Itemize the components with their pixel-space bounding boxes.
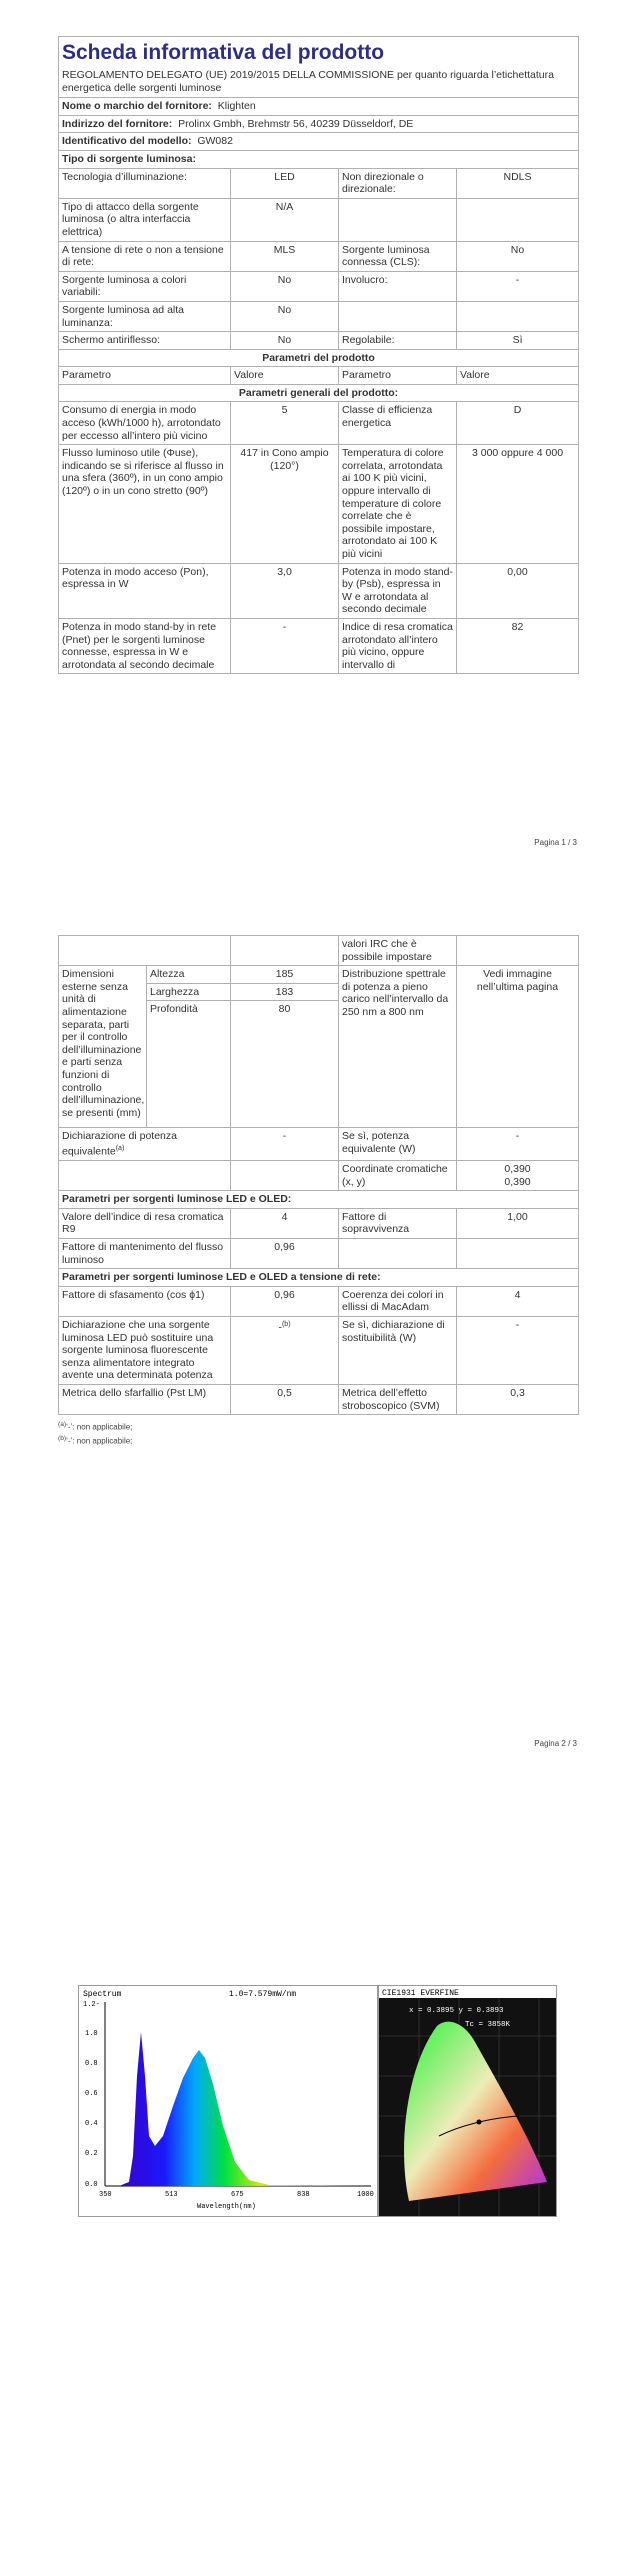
colour-value: No bbox=[231, 271, 339, 301]
directional-value: NDLS bbox=[457, 168, 579, 198]
model-row bbox=[59, 133, 579, 151]
mains-value: MLS bbox=[231, 241, 339, 271]
chromaticity-x: 0,390 bbox=[504, 1163, 531, 1176]
equivalent-watt-value: - bbox=[457, 1128, 579, 1161]
source-type-label: Tipo di sorgente luminosa: bbox=[59, 150, 579, 168]
supplier-name-label: Nome o marchio del fornitore: bbox=[62, 100, 212, 113]
supplier-address-label: Indirizzo del fornitore: bbox=[62, 117, 173, 130]
flicker-value: 0,5 bbox=[231, 1384, 339, 1414]
survival-label: Fattore di sopravvivenza bbox=[339, 1208, 457, 1238]
cri-label: Indice di resa cromatica arrotondato all’intero più vicino, oppure intervallo di bbox=[339, 618, 457, 673]
page-number: Pagina 2 / 3 bbox=[534, 1739, 577, 1748]
glare-label: Schermo antiriflesso: bbox=[59, 332, 231, 350]
supplier-name-value: Klighten bbox=[217, 100, 256, 113]
page-number: Pagina 1 / 3 bbox=[534, 838, 577, 847]
model-label: Identificativo del modello: bbox=[62, 135, 192, 148]
y-tick: 1.0 bbox=[85, 2030, 98, 2038]
equivalent-power-value: - bbox=[231, 1128, 339, 1161]
x-tick: 513 bbox=[165, 2191, 178, 2199]
cie-point-marker bbox=[477, 2120, 482, 2125]
cie-xy: x = 0.3895 y = 0.3893 bbox=[409, 2007, 504, 2015]
empty-cell bbox=[457, 198, 579, 241]
chromaticity-value bbox=[457, 1161, 579, 1191]
cap-label: Tipo di attacco della sorgente luminosa (o altra interfaccia elettrica) bbox=[59, 198, 231, 241]
supplier-name-row bbox=[59, 98, 579, 116]
on-power-value: 3,0 bbox=[231, 563, 339, 618]
empty-cell bbox=[231, 1161, 339, 1191]
cls-value: No bbox=[457, 241, 579, 271]
directional-label: Non direzionale o direzionale: bbox=[339, 168, 457, 198]
empty-cell bbox=[457, 936, 579, 966]
y-tick: 0.4 bbox=[85, 2120, 98, 2128]
network-standby-value: - bbox=[231, 618, 339, 673]
product-params-table-continued bbox=[58, 935, 579, 1415]
tech-value: LED bbox=[231, 168, 339, 198]
x-tick: 350 bbox=[99, 2191, 112, 2199]
empty-cell bbox=[59, 1161, 231, 1191]
replacement-value: - bbox=[278, 1321, 282, 1334]
cct-label: Temperatura di colore correlata, arrotondata ai 100 K più vicini, oppure intervallo di temperature di colore correlate che è possibile impostare, arrotondato ai 100 K più vicini bbox=[339, 445, 457, 563]
col-value-header: Valore bbox=[231, 367, 339, 385]
page-3 bbox=[0, 1985, 635, 2285]
footnote-a bbox=[58, 1419, 578, 1433]
chromaticity-y: 0,390 bbox=[504, 1175, 531, 1188]
power-factor-label: Fattore di sfasamento (cos ϕ1) bbox=[59, 1286, 231, 1316]
height-value: 185 bbox=[231, 966, 339, 984]
cie-horseshoe bbox=[404, 2022, 547, 2201]
macadam-value: 4 bbox=[457, 1286, 579, 1316]
cls-label: Sorgente luminosa connessa (CLS): bbox=[339, 241, 457, 271]
empty-cell bbox=[339, 301, 457, 331]
page-title: Scheda informativa del prodotto bbox=[62, 41, 385, 64]
class-label: Classe di efficienza energetica bbox=[339, 402, 457, 445]
lumen-maintenance-label: Fattore di mantenimento del flusso luminoso bbox=[59, 1239, 231, 1269]
product-sheet-page-2 bbox=[58, 935, 578, 1446]
cie-title: CIE1931 EVERFINE bbox=[382, 1989, 459, 1998]
replacement-watt-value: - bbox=[457, 1317, 579, 1385]
equivalent-power-label-cell bbox=[59, 1128, 231, 1161]
regulation-text: REGOLAMENTO DELEGATO (UE) 2019/2015 DELLA COMMISSIONE per quanto riguarda l’etichettatura energetica delle sorgenti luminose bbox=[62, 69, 554, 94]
depth-value: 80 bbox=[231, 1001, 339, 1128]
footnote-b-mark: (b) bbox=[58, 1434, 67, 1442]
supplier-address-row bbox=[59, 115, 579, 133]
footnote-a-text: ‘-’: non applicabile; bbox=[66, 1422, 133, 1432]
dimmable-value: Sì bbox=[457, 332, 579, 350]
y-tick: 0.2 bbox=[85, 2150, 98, 2158]
spectrum-chart-svg bbox=[79, 1986, 377, 2216]
cie-chart-svg bbox=[379, 1986, 556, 2216]
product-info-table bbox=[58, 36, 579, 674]
empty-cell bbox=[231, 936, 339, 966]
tech-label: Tecnologia d’illuminazione: bbox=[59, 168, 231, 198]
empty-cell bbox=[457, 301, 579, 331]
page-1 bbox=[0, 0, 635, 870]
stroboscopic-value: 0,3 bbox=[457, 1384, 579, 1414]
envelope-value: - bbox=[457, 271, 579, 301]
spectrum-curve bbox=[119, 2032, 371, 2186]
dimensions-label: Dimensioni esterne senza unità di alimentazione separata, parti per il controllo dell’illuminazione e parti senza funzioni di controllo dell’illuminazione, se presenti (mm) bbox=[59, 966, 147, 1128]
energy-value: 5 bbox=[231, 402, 339, 445]
width-value: 183 bbox=[231, 983, 339, 1001]
standby-power-label: Potenza in modo stand-by (Psb), espressa in W e arrotondata al secondo decimale bbox=[339, 563, 457, 618]
chromaticity-label: Coordinate cromatiche (x, y) bbox=[339, 1161, 457, 1191]
equivalent-watt-label: Se sì, potenza equivalente (W) bbox=[339, 1128, 457, 1161]
spectrum-header: 1.0=7.579mW/nm bbox=[229, 1990, 297, 1999]
power-factor-value: 0,96 bbox=[231, 1286, 339, 1316]
product-params-header: Parametri del prodotto bbox=[59, 349, 579, 367]
footnote-b-marker: (b) bbox=[281, 1321, 291, 1328]
r9-label: Valore dell’indice di resa cromatica R9 bbox=[59, 1208, 231, 1238]
glare-value: No bbox=[231, 332, 339, 350]
width-label: Larghezza bbox=[147, 983, 231, 1001]
high-luminance-value: No bbox=[231, 301, 339, 331]
product-sheet-page-1 bbox=[58, 36, 578, 674]
flicker-label: Metrica dello sfarfallio (Pst LM) bbox=[59, 1384, 231, 1414]
cie-image bbox=[378, 1985, 557, 2217]
r9-value: 4 bbox=[231, 1208, 339, 1238]
col-value-header: Valore bbox=[457, 367, 579, 385]
spectral-label: Distribuzione spettrale di potenza a pieno carico nell’intervallo da 250 nm a 800 nm bbox=[339, 966, 457, 1128]
cri-label-continued: valori IRC che è possibile impostare bbox=[339, 936, 457, 966]
replacement-label: Dichiarazione che una sorgente luminosa LED può sostituire una sorgente luminosa fluorescente senza alimentatore integrato avente una determinata potenza bbox=[59, 1317, 231, 1385]
energy-label: Consumo di energia in modo acceso (kWh/1000 h), arrotondato per eccesso all’intero più vicino bbox=[59, 402, 231, 445]
y-tick: 0.8 bbox=[85, 2060, 98, 2068]
spectrum-x-label: Wavelength(nm) bbox=[197, 2203, 256, 2211]
cct-value: 3 000 oppure 4 000 bbox=[457, 445, 579, 563]
spectrum-title: Spectrum bbox=[83, 1990, 122, 1999]
x-tick: 675 bbox=[231, 2191, 244, 2199]
footnote-a-mark: (a) bbox=[58, 1421, 67, 1429]
y-tick: 0.6 bbox=[85, 2090, 98, 2098]
page-2 bbox=[0, 935, 635, 1785]
spectrum-image bbox=[78, 1985, 378, 2217]
survival-value: 1,00 bbox=[457, 1208, 579, 1238]
footnotes bbox=[58, 1419, 578, 1446]
envelope-label: Involucro: bbox=[339, 271, 457, 301]
cie-tc: Tc = 3858K bbox=[465, 2021, 511, 2029]
x-tick: 838 bbox=[297, 2191, 310, 2199]
flux-label: Flusso luminoso utile (Φuse), indicando se si riferisce al flusso in una sfera (360º), in un cono ampio (120º) o in un cono stretto (90º) bbox=[59, 445, 231, 563]
y-tick: 1.2- bbox=[83, 2001, 100, 2009]
empty-cell bbox=[339, 198, 457, 241]
on-power-label: Potenza in modo acceso (Pon), espressa in W bbox=[59, 563, 231, 618]
stroboscopic-label: Metrica dell’effetto stroboscopico (SVM) bbox=[339, 1384, 457, 1414]
replacement-watt-label: Se sì, dichiarazione di sostituibilità (W) bbox=[339, 1317, 457, 1385]
macadam-label: Coerenza dei colori in ellissi di MacAdam bbox=[339, 1286, 457, 1316]
empty-cell bbox=[59, 936, 231, 966]
lumen-maintenance-value: 0,96 bbox=[231, 1239, 339, 1269]
empty-cell bbox=[339, 1239, 457, 1269]
footnote-b bbox=[58, 1433, 578, 1447]
network-standby-label: Potenza in modo stand-by in rete (Pnet) per le sorgenti luminose connesse, espressa in W e arrotondata al secondo decimale bbox=[59, 618, 231, 673]
class-value: D bbox=[457, 402, 579, 445]
high-luminance-label: Sorgente luminosa ad alta luminanza: bbox=[59, 301, 231, 331]
cri-value: 82 bbox=[457, 618, 579, 673]
led-params-header: Parametri per sorgenti luminose LED e OLED: bbox=[59, 1191, 579, 1209]
mains-led-params-header: Parametri per sorgenti luminose LED e OLED a tensione di rete: bbox=[59, 1269, 579, 1287]
spectrum-y-ticks bbox=[83, 2001, 100, 2189]
height-label: Altezza bbox=[147, 966, 231, 984]
empty-cell bbox=[457, 1239, 579, 1269]
y-tick: 0.0 bbox=[85, 2181, 98, 2189]
replacement-value-cell bbox=[231, 1317, 339, 1385]
spectral-value: Vedi immagine nell’ultima pagina bbox=[457, 966, 579, 1128]
equivalent-power-label: Dichiarazione di potenza equivalente bbox=[62, 1130, 177, 1158]
footnote-b-text: ‘-’: non applicabile; bbox=[66, 1436, 133, 1446]
standby-power-value: 0,00 bbox=[457, 563, 579, 618]
model-value: GW082 bbox=[197, 135, 233, 148]
col-param-header: Parametro bbox=[59, 367, 231, 385]
mains-label: A tensione di rete o non a tensione di rete: bbox=[59, 241, 231, 271]
general-params-header: Parametri generali del prodotto: bbox=[59, 384, 579, 402]
colour-label: Sorgente luminosa a colori variabili: bbox=[59, 271, 231, 301]
cap-value: N/A bbox=[231, 198, 339, 241]
x-tick: 1000 bbox=[357, 2191, 374, 2199]
depth-label: Profondità bbox=[147, 1001, 231, 1128]
footnote-a-marker: (a) bbox=[115, 1144, 125, 1152]
col-param-header: Parametro bbox=[339, 367, 457, 385]
flux-value: 417 in Cono ampio (120°) bbox=[231, 445, 339, 563]
dimmable-label: Regolabile: bbox=[339, 332, 457, 350]
supplier-address-value: Prolinx Gmbh, Brehmstr 56, 40239 Düsseldorf, DE bbox=[178, 117, 414, 130]
spectrum-x-ticks bbox=[99, 2191, 374, 2199]
